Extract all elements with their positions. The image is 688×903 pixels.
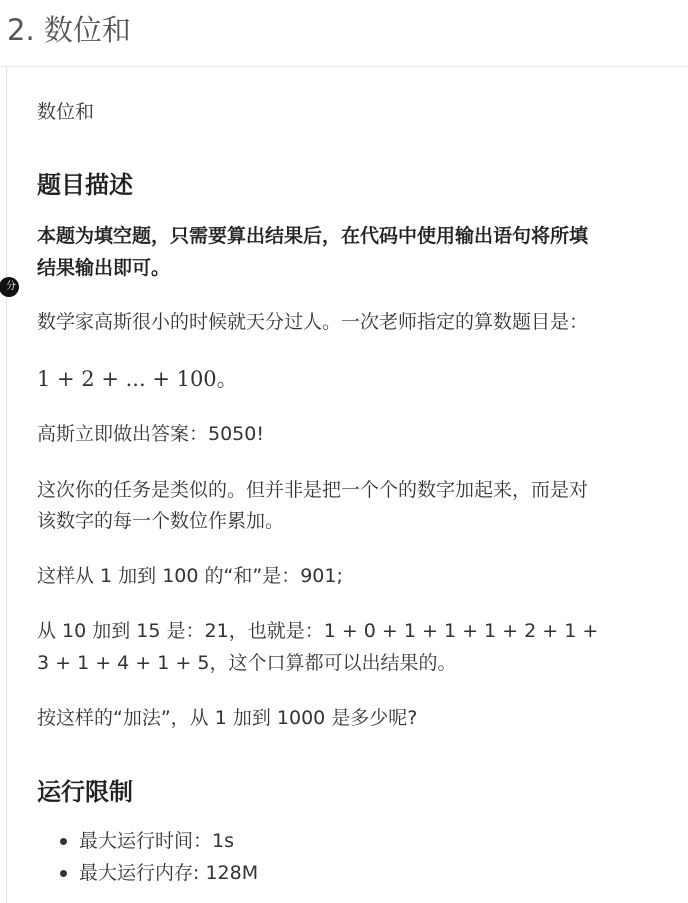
list-item	[57, 857, 258, 889]
list-item	[57, 825, 258, 857]
limit-memory: 最大运行内存: 128M	[79, 862, 259, 884]
paragraph-3: 高斯立即做出答案：5050!	[37, 423, 264, 445]
bullet-icon	[60, 838, 67, 845]
limit-time: 最大运行时间：1s	[79, 830, 234, 852]
header	[0, 0, 688, 67]
notice-line-1: 本题为填空题，只需要算出结果后，在代码中使用输出语句将所填	[37, 225, 589, 247]
problem-subtitle: 数位和	[37, 101, 95, 123]
paragraph-7: 按这样的“加法”，从 1 加到 1000 是多少呢?	[37, 707, 418, 729]
paragraph-6-line-1: 从 10 加到 15 是：21，也就是：1 + 0 + 1 + 1 + 1 + 2 + 1 +	[37, 620, 599, 642]
section-heading-description: 题目描述	[37, 171, 133, 199]
paragraph-formula: 1 + 2 + ... + 100。	[37, 367, 238, 391]
side-badge[interactable]: 分	[0, 277, 19, 297]
problem-panel	[6, 67, 688, 903]
paragraph-4-line-1: 这次你的任务是类似的。但并非是把一个个的数字加起来，而是对	[37, 479, 589, 501]
paragraph-1: 数学家高斯很小的时候就天分过人。一次老师指定的算数题目是：	[37, 311, 589, 333]
paragraph-4-line-2: 该数字的每一个数位作累加。	[37, 510, 285, 532]
section-heading-limits: 运行限制	[37, 778, 133, 806]
bullet-icon	[60, 870, 67, 877]
limits-list	[57, 825, 258, 889]
paragraph-6-line-2: 3 + 1 + 4 + 1 + 5，这个口算都可以出结果的。	[37, 652, 457, 674]
page-title: 2. 数位和	[7, 13, 131, 47]
notice-line-2: 结果输出即可。	[37, 257, 171, 279]
paragraph-5: 这样从 1 加到 100 的“和”是：901;	[37, 565, 343, 587]
